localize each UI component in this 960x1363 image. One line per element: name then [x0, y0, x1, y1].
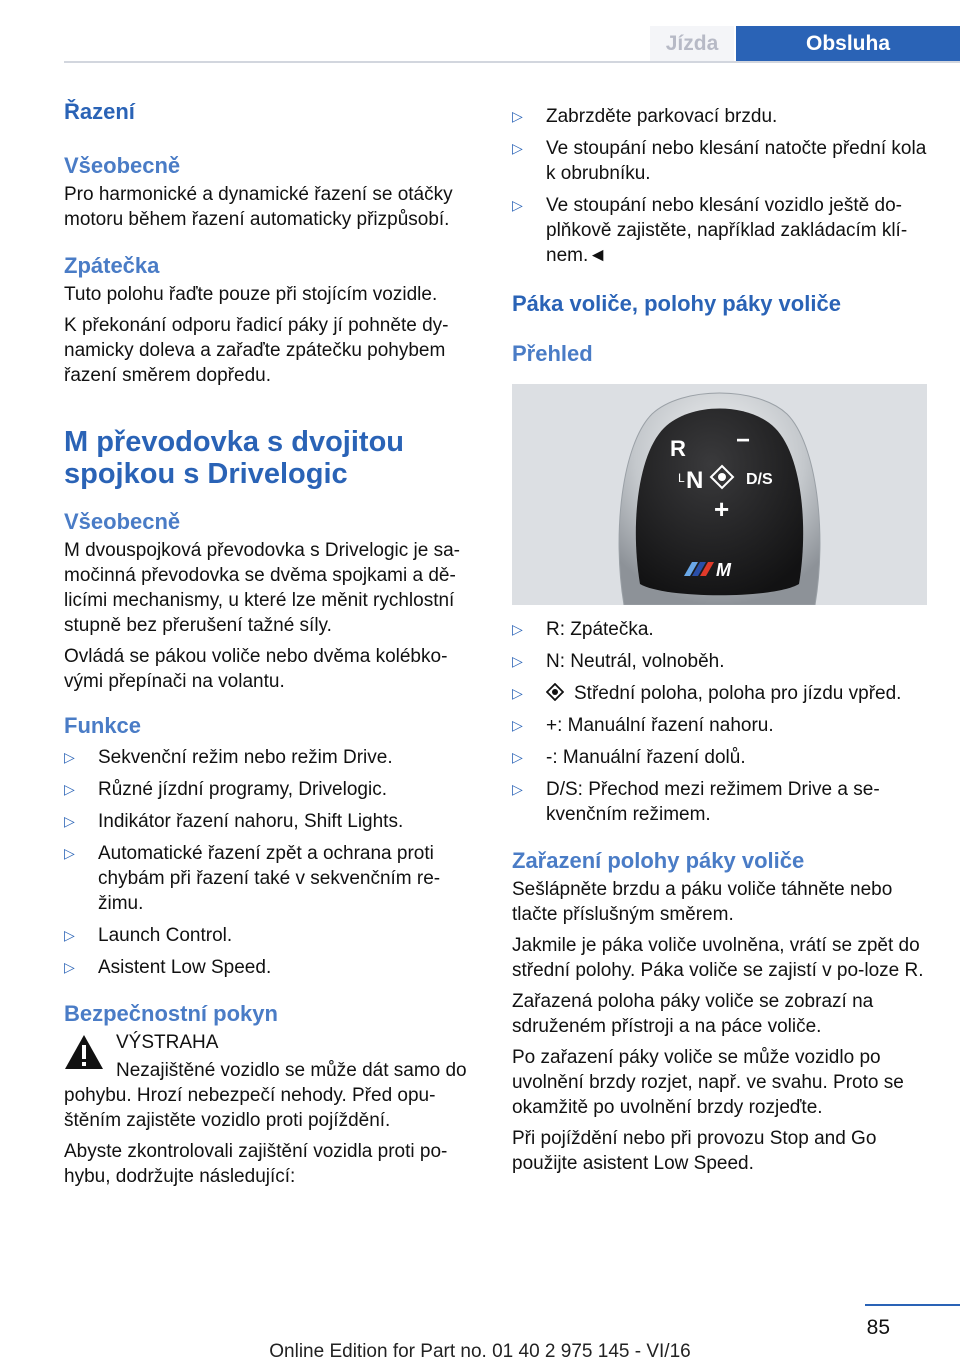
paragraph-zarazeni-1: Sešlápněte brzdu a páku voliče táhněte nebo tlačte příslušným směrem.: [512, 879, 893, 925]
paragraph-zarazeni-5: Při pojíždění nebo při provozu Stop and Go použijte asistent Low Speed.: [512, 1128, 877, 1174]
heading-m-prevodovka: M převodovka s dvojitou spojkou s Drivelogic: [64, 426, 404, 490]
heading-bezpecnostni-pokyn: Bezpečnostní pokyn: [64, 1001, 278, 1026]
page-header: [0, 0, 960, 62]
heading-vseobecne: Všeobecně: [64, 153, 181, 178]
triangle-bullet-icon: ▷: [512, 685, 523, 701]
list-item: ▷ Automatické řazení zpět a ochrana proti chybám při řazení také v sekvenčním re‐žimu.: [64, 843, 441, 914]
positions-list: [512, 617, 927, 827]
tab-jizda[interactable]: Jízda: [650, 26, 734, 62]
heading-funkce: Funkce: [64, 713, 142, 738]
triangle-bullet-icon: ▷: [512, 140, 523, 156]
knob-plus-label: +: [714, 494, 730, 524]
list-item: ▷ N: Neutrál, volnoběh.: [512, 651, 725, 672]
triangle-bullet-icon: ▷: [64, 813, 75, 829]
triangle-bullet-icon: ▷: [512, 717, 523, 733]
list-item: ▷ -: Manuální řazení dolů.: [512, 747, 746, 768]
paragraph-zarazeni-4: Po zařazení páky voliče se může vozidlo po uvolnění brzdy rozjet, např. ve svahu. Proto se okamžitě po uvolnění brzdy rozjeďte.: [512, 1047, 904, 1118]
list-item: ▷ Ve stoupání nebo klesání natočte přední kola k obrubníku.: [512, 138, 927, 184]
paragraph-zpatecka-1: Tuto polohu řaďte pouze při stojícím vozidle.: [64, 284, 438, 305]
center-position-icon: [546, 683, 564, 701]
gear-selector-image: [512, 384, 927, 605]
warning-triangle-icon: [64, 1034, 104, 1070]
knob-l-label: L: [678, 471, 685, 485]
list-item: ▷ Asistent Low Speed.: [64, 957, 272, 978]
triangle-bullet-icon: ▷: [512, 108, 523, 124]
list-item: ▷ Ve stoupání nebo klesání vozidlo ještě do‐plňkově zajistěte, například zakládacím klí‐nem.◄: [512, 195, 908, 266]
heading-zarazeni: Zařazení polohy páky voliče: [512, 848, 805, 873]
list-item: ▷ D/S: Přechod mezi režimem Drive a se‐kvenčním režimem.: [512, 779, 880, 825]
footer-divider: [865, 1304, 960, 1306]
left-column: [64, 96, 479, 1189]
gear-knob-illustration: [512, 384, 927, 605]
knob-ds-label: D/S: [746, 471, 773, 488]
paragraph-zpatecka-2: K překonání odporu řadicí páky jí pohněte dy‐namicky doleva a zařaďte zpátečku pohybem řazení směrem dopředu.: [64, 315, 449, 386]
triangle-bullet-icon: ▷: [512, 197, 523, 213]
triangle-bullet-icon: ▷: [512, 781, 523, 797]
heading-zpatecka: Zpátečka: [64, 253, 160, 278]
triangle-bullet-icon: ▷: [512, 653, 523, 669]
triangle-bullet-icon: ▷: [64, 749, 75, 765]
paragraph-vseobecne-2b: Ovládá se pákou voliče nebo dvěma kolébko‐vými přepínači na volantu.: [64, 646, 448, 692]
list-item: ▷ Střední poloha, poloha pro jízdu vpřed.: [512, 683, 902, 704]
triangle-bullet-icon: ▷: [512, 621, 523, 637]
heading-prehled: Přehled: [512, 341, 593, 366]
triangle-bullet-icon: ▷: [64, 927, 75, 943]
triangle-bullet-icon: ▷: [64, 781, 75, 797]
list-item: ▷ Indikátor řazení nahoru, Shift Lights.: [64, 811, 404, 832]
paragraph-zarazeni-3: Zařazená poloha páky voliče se zobrazí na sdruženém přístroji a na páce voliče.: [512, 991, 874, 1037]
list-item: ▷ Launch Control.: [64, 925, 233, 946]
triangle-bullet-icon: ▷: [64, 845, 75, 861]
knob-r-label: R: [670, 436, 686, 461]
tab-obsluha[interactable]: Obsluha: [736, 26, 960, 62]
page-number: 85: [866, 1316, 890, 1339]
header-divider: [64, 61, 960, 63]
list-item: ▷ Různé jízdní programy, Drivelogic.: [64, 779, 387, 800]
list-item: ▷ Zabrzděte parkovací brzdu.: [512, 106, 778, 127]
footer-edition: Online Edition for Part no. 01 40 2 975 145 - VI/16: [269, 1341, 691, 1362]
heading-paka-volice: Páka voliče, polohy páky voliče: [512, 291, 841, 316]
warning-title: VÝSTRAHA: [116, 1032, 219, 1053]
warning-box: [64, 1030, 479, 1133]
list-item: ▷ +: Manuální řazení nahoru.: [512, 715, 774, 736]
paragraph-zarazeni-2: Jakmile je páka voliče uvolněna, vrátí se zpět do střední polohy. Páka voliče se zajistí v po‐loze R.: [512, 935, 924, 981]
triangle-bullet-icon: ▷: [512, 749, 523, 765]
paragraph-vseobecne-2a: M dvouspojková převodovka s Drivelogic je sa‐močinná převodovka se dvěma spojkami a dě‐licími mechanismy, u které lze měnit rychlostní stupně bez přerušení tažné síly.: [64, 540, 461, 636]
securing-list: [512, 104, 927, 268]
funkce-list: [64, 745, 479, 980]
heading-razeni: Řazení: [64, 99, 135, 124]
list-item: ▷ Sekvenční režim nebo režim Drive.: [64, 747, 393, 768]
knob-minus-label: −: [736, 427, 751, 454]
paragraph-vseobecne: Pro harmonické a dynamické řazení se otáčky motoru během řazení automaticky přizpůsobí.: [64, 184, 453, 230]
list-item: ▷ R: Zpátečka.: [512, 619, 654, 640]
heading-vseobecne-2: Všeobecně: [64, 509, 181, 534]
right-column: [512, 96, 927, 1176]
knob-n-label: N: [686, 467, 704, 494]
triangle-bullet-icon: ▷: [64, 959, 75, 975]
paragraph-abyste: Abyste zkontrolovali zajištění vozidla proti po‐hybu, dodržujte následující:: [64, 1141, 448, 1187]
svg-text:M: M: [716, 560, 731, 580]
warning-text: Nezajištěné vozidlo se může dát samo do pohybu. Hrozí nebezpečí nehody. Před opu‐štěním zajistěte vozidlo proti pojíždění.: [64, 1060, 467, 1131]
